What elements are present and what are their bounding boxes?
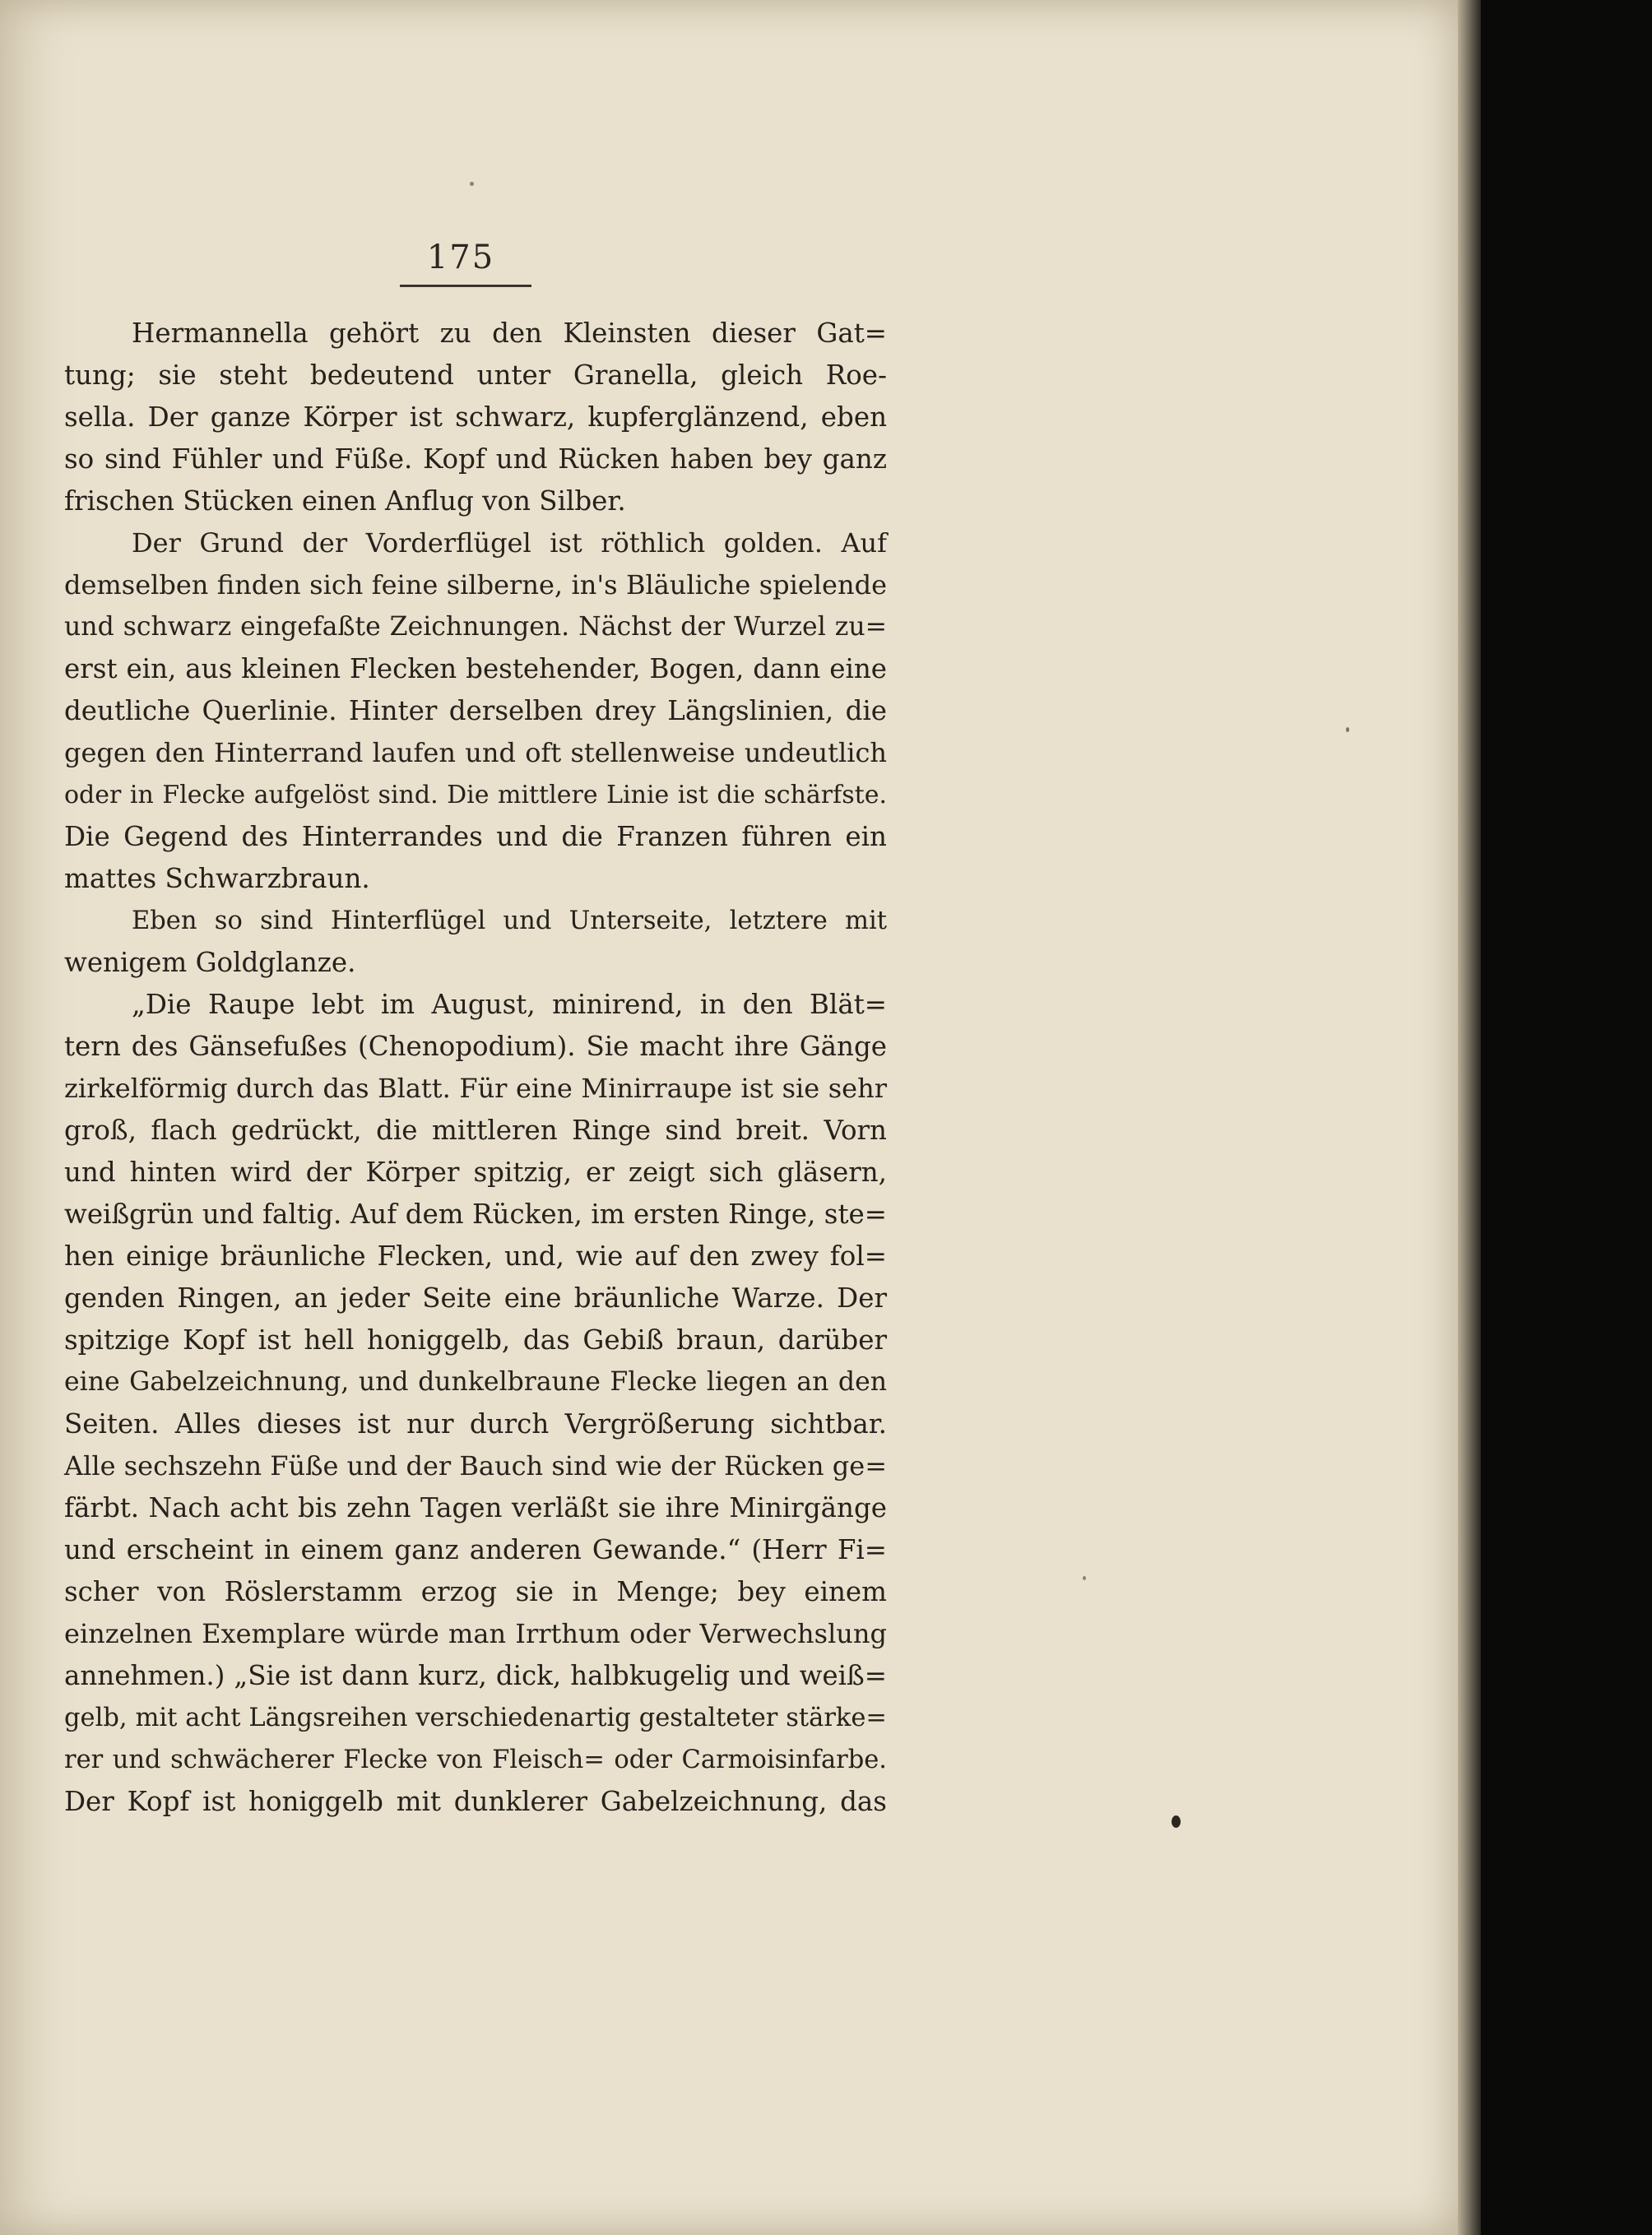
ink-speck	[1083, 1576, 1086, 1580]
text-line: Alle sechszehn Füße und der Bauch sind wie der Rücken ge=	[64, 1450, 887, 1481]
header-rule	[400, 285, 531, 287]
text-line: und hinten wird der Körper spitzig, er zeigt sich gläsern,	[64, 1157, 887, 1188]
text-line: rer und schwächerer Flecke von Fleisch= oder Carmoisinfarbe.	[64, 1746, 887, 1774]
text-line: genden Ringen, an jeder Seite eine bräunliche Warze. Der	[64, 1282, 887, 1314]
text-line: Eben so sind Hinterflügel und Unterseite, letztere mit	[132, 907, 887, 935]
text-line: so sind Fühler und Füße. Kopf und Rücken haben bey ganz	[64, 443, 887, 475]
text-line: gelb, mit acht Längsreihen verschiedenartig gestalteter stärke=	[64, 1704, 887, 1732]
page-number: 175	[426, 239, 495, 276]
text-line: einzelnen Exemplare würde man Irrthum oder Verwechslung	[64, 1618, 887, 1649]
ink-speck	[1172, 1815, 1181, 1828]
text-line: Hermannella gehört zu den Kleinsten dieser Gat=	[132, 318, 887, 349]
text-line: annehmen.) „Sie ist dann kurz, dick, halbkugelig und weiß=	[64, 1660, 887, 1691]
text-line: und schwarz eingefaßte Zeichnungen. Nächst der Wurzel zu=	[64, 612, 887, 642]
text-line: zirkelförmig durch das Blatt. Für eine Minirraupe ist sie sehr	[64, 1073, 887, 1104]
text-line: gegen den Hinterrand laufen und oft stellenweise undeutlich	[64, 737, 887, 768]
text-line: spitzige Kopf ist hell honiggelb, das Gebiß braun, darüber	[64, 1324, 887, 1356]
text-line: färbt. Nach acht bis zehn Tagen verläßt sie ihre Minirgänge	[64, 1492, 887, 1523]
text-line: Der Grund der Vorderflügel ist röthlich golden. Auf	[132, 527, 887, 559]
text-line: oder in Flecke aufgelöst sind. Die mittlere Linie ist die schärfste.	[64, 781, 887, 809]
text-line: weißgrün und faltig. Auf dem Rücken, im ersten Ringe, ste=	[64, 1199, 887, 1230]
text-line: deutliche Querlinie. Hinter derselben drey Längslinien, die	[64, 695, 887, 726]
text-line: Der Kopf ist honiggelb mit dunklerer Gabelzeichnung, das	[64, 1786, 887, 1817]
text-line: demselben finden sich feine silberne, in's Bläuliche spielende	[64, 569, 887, 600]
ink-speck	[1346, 727, 1349, 732]
text-line: Seiten. Alles dieses ist nur durch Vergrößerung sichtbar.	[64, 1408, 887, 1440]
text-line: scher von Röslerstamm erzog sie in Menge; bey einem	[64, 1576, 887, 1607]
text-line: erst ein, aus kleinen Flecken bestehender, Bogen, dann eine	[64, 653, 887, 684]
text-line: wenigem Goldglanze.	[64, 947, 356, 978]
text-line: hen einige bräunliche Flecken, und, wie auf den zwey fol=	[64, 1240, 887, 1272]
text-line: tern des Gänsefußes (Chenopodium). Sie macht ihre Gänge	[64, 1031, 887, 1062]
ink-speck	[470, 182, 474, 186]
page-edge-shadow	[1458, 0, 1481, 2235]
text-line: sella. Der ganze Körper ist schwarz, kupferglänzend, eben	[64, 401, 887, 433]
text-line: „Die Raupe lebt im August, minirend, in den Blät=	[132, 989, 887, 1020]
text-line: groß, flach gedrückt, die mittleren Ringe sind breit. Vorn	[64, 1115, 887, 1146]
text-line: tung; sie steht bedeutend unter Granella, gleich Roe-	[64, 359, 887, 391]
text-line: Die Gegend des Hinterrandes und die Franzen führen ein	[64, 821, 887, 852]
text-line: und erscheint in einem ganz anderen Gewande.“ (Herr Fi=	[64, 1534, 887, 1565]
text-line: eine Gabelzeichnung, und dunkelbraune Flecke liegen an den	[64, 1367, 887, 1397]
text-line: mattes Schwarzbraun.	[64, 863, 370, 894]
text-line: frischen Stücken einen Anflug von Silber.	[64, 485, 626, 517]
body-text	[64, 313, 887, 1823]
